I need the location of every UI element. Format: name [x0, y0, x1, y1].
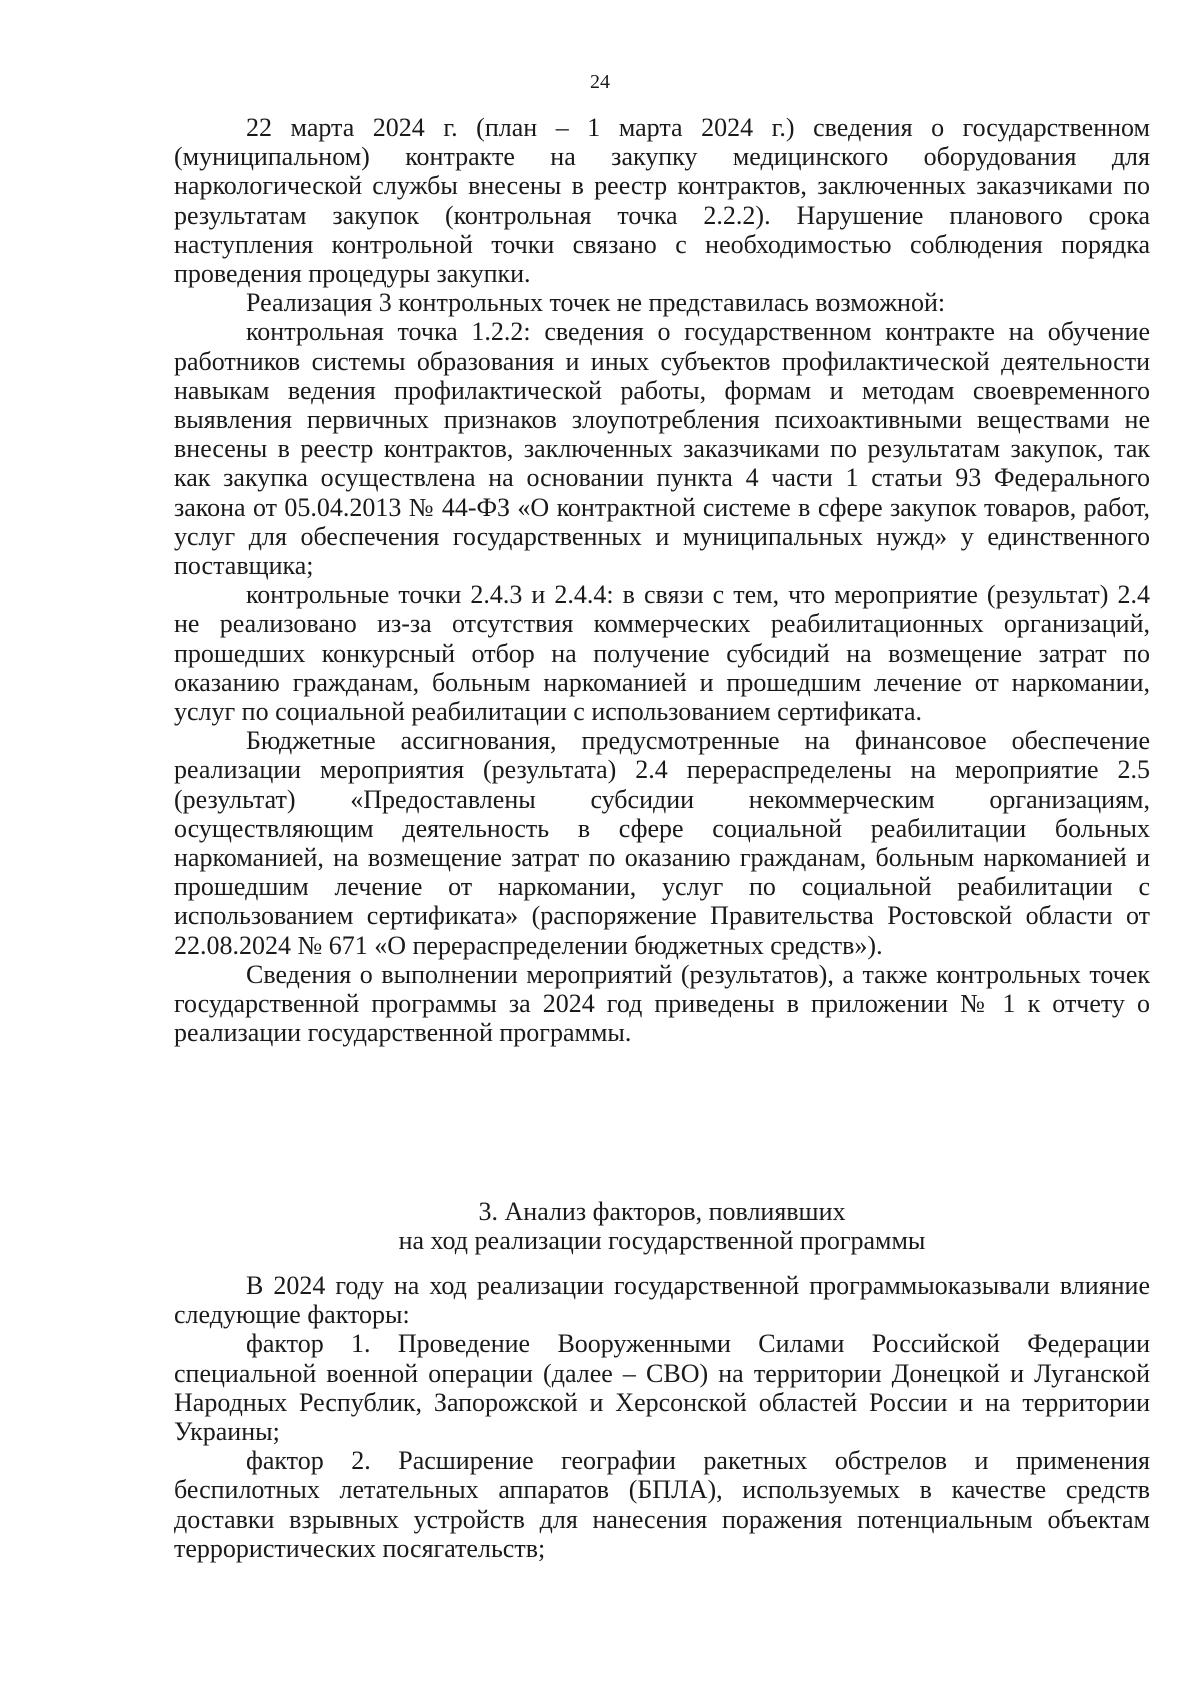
paragraph: Бюджетные ассигнования, предусмотренные на финансовое обеспечение реализации мероприятия (результата) 2.4 перераспределены на мероприятие 2.5 (результат) «Предоставлены субсидии некоммерческим организациям, осуществляющим деятельность в сфере социальной реабилитации больных наркоманией, на возмещение затрат по оказанию гражданам, больным наркоманией и прошедшим лечение от наркомании, услуг по социальной реабилитации с использованием сертификата» (распоряжение Правительства Ростовской области от 22.08.2024 № 671 «О перераспределении бюджетных средств»). [174, 726, 1150, 960]
paragraph: фактор 1. Проведение Вооруженными Силами Российской Федерации специальной военной операции (далее – СВО) на территории Донецкой и Луганской Народных Республик, Запорожской и Херсонской областей России и на территории Украины; [174, 1329, 1150, 1447]
body-text [174, 113, 1150, 1048]
paragraph: Сведения о выполнении мероприятий (результатов), а также контрольных точек государственной программы за 2024 год приведены в приложении № 1 к отчету о реализации государственной программы. [174, 959, 1150, 1048]
section-body-text [174, 1271, 1150, 1563]
page-number: 24 [590, 71, 610, 93]
section-heading [174, 1197, 1150, 1255]
section-heading-line-2: на ход реализации государственной программы [398, 1226, 926, 1256]
paragraph: контрольная точка 1.2.2: сведения о государственном контракте на обучение работников системы образования и иных субъектов профилактической деятельности навыкам ведения профилактической работы, формам и методам своевременного выявления первичных признаков злоупотребления психоактивными веществами не внесены в реестр контрактов, заключенных заказчиками по результатам закупок, так как закупка осуществлена на основании пункта 4 части 1 статьи 93 Федерального закона от 05.04.2013 № 44-ФЗ «О контрактной системе в сфере закупок товаров, работ, услуг для обеспечения государственных и муниципальных нужд» у единственного поставщика; [174, 317, 1150, 581]
paragraph: 22 марта 2024 г. (план – 1 марта 2024 г.) сведения о государственном (муниципальном) контракте на закупку медицинского оборудования для наркологической службы внесены в реестр контрактов, заключенных заказчиками по результатам закупок (контрольная точка 2.2.2). Нарушение планового срока наступления контрольной точки связано с необходимостью соблюдения порядка проведения процедуры закупки. [174, 113, 1150, 289]
section-heading-line-1: 3. Анализ факторов, повлиявших [478, 1197, 846, 1226]
paragraph: В 2024 году на ход реализации государственной программыоказывали влияние следующие факторы: [174, 1271, 1150, 1330]
paragraph: контрольные точки 2.4.3 и 2.4.4: в связи с тем, что мероприятие (результат) 2.4 не реализовано из-за отсутствия коммерческих реабилитационных организаций, прошедших конкурсный отбор на получение субсидий на возмещение затрат по оказанию гражданам, больным наркоманией и прошедшим лечение от наркомании, услуг по социальной реабилитации с использованием сертификата. [174, 580, 1150, 727]
paragraph: Реализация 3 контрольных точек не представилась возможной: [246, 288, 946, 318]
paragraph: фактор 2. Расширение географии ракетных обстрелов и применения беспилотных летательных аппаратов (БПЛА), используемых в качестве средств доставки взрывных устройств для нанесения поражения потенциальным объектам террористических посягательств; [174, 1446, 1150, 1563]
